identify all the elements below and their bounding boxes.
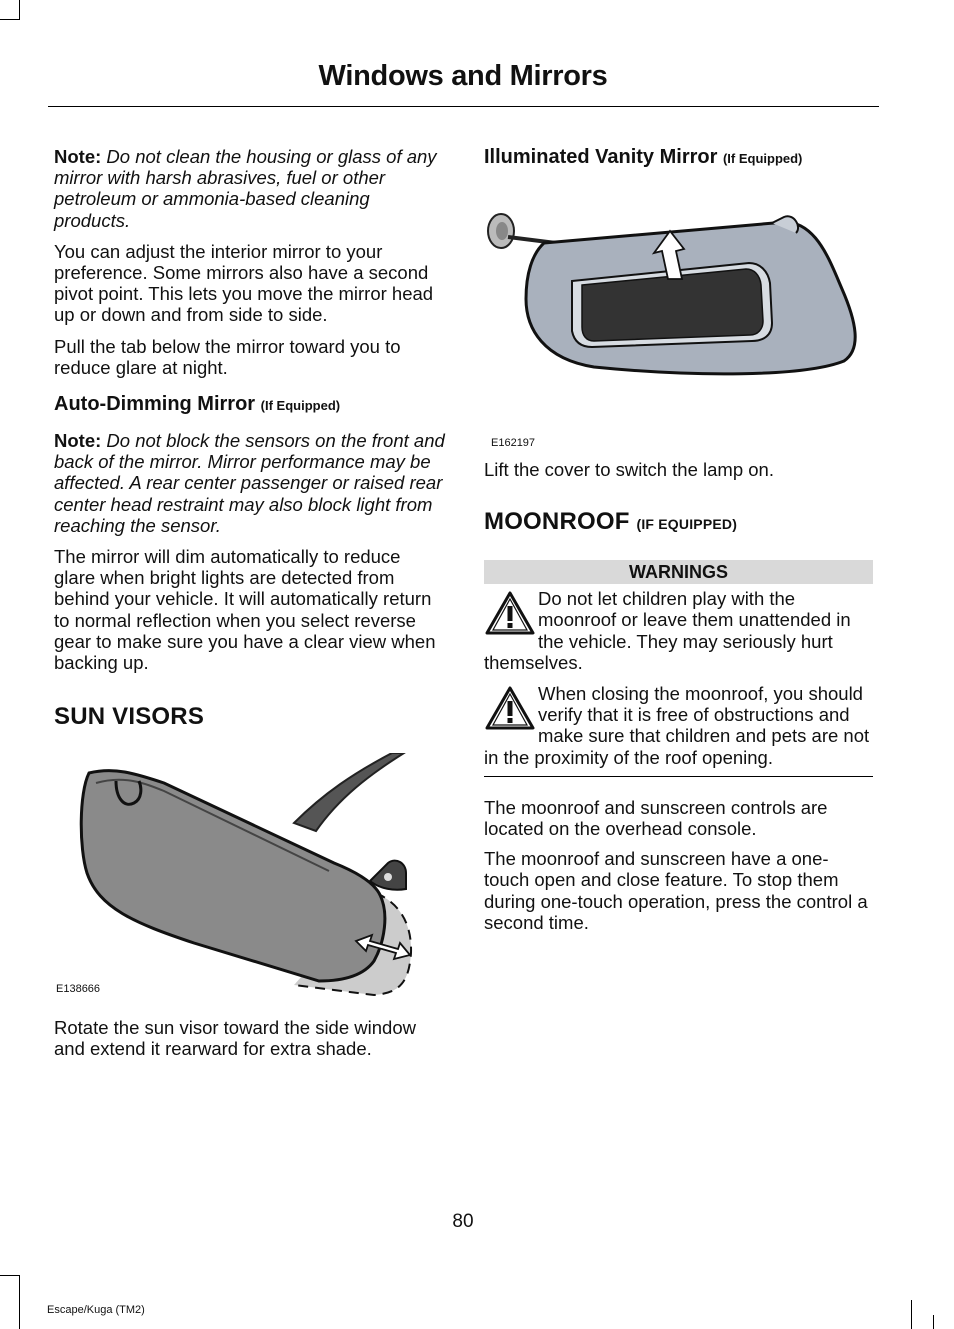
document-id: Escape/Kuga (TM2) [47,1304,145,1316]
crop-mark [933,1315,934,1329]
warning-triangle-icon [484,685,536,731]
moonroof-heading: MOONROOF (IF EQUIPPED) [484,508,738,536]
sun-visor-illustration [54,753,445,999]
page-number: 80 [452,1211,474,1232]
vanity-mirror-illustration [484,209,873,421]
moonroof-one-touch-text: The moonroof and sunscreen have a one-touch open and close feature. To stop them during one-touch operation, press the control a second time. [484,848,868,933]
warnings-banner: WARNINGS [484,560,873,584]
warning-item [484,683,873,768]
vanity-mirror-heading: Illuminated Vanity Mirror (If Equipped) [484,146,803,168]
auto-dimming-heading: Auto-Dimming Mirror (If Equipped) [54,393,341,416]
note-mirror-cleaning: Note: Do not clean the housing or glass of any mirror with harsh abrasives, fuel or other petroleum or ammonia-based cleaning products. [54,146,437,231]
crop-mark [0,1275,20,1276]
crop-mark [19,0,20,20]
warning-triangle-icon [484,590,536,636]
page-title: Windows and Mirrors [318,60,608,92]
crop-mark [911,1300,912,1329]
warning-children-text: Do not let children play with the moonroof or leave them unattended in the vehicle. They may seriously hurt themselves. [484,588,851,673]
auto-dim-description: The mirror will dim automatically to reduce glare when bright lights are detected from behind your vehicle. It will automatically return to normal reflection when you select reverse gear to make sure you have a clear view when backing up. [54,546,436,674]
glare-tab-text: Pull the tab below the mirror toward you to reduce glare at night. [54,335,401,378]
sun-visor-figure [54,753,445,999]
lamp-instructions: Lift the cover to switch the lamp on. [484,459,774,480]
figure-code: E162197 [491,437,536,449]
warning-obstructions-text: When closing the moonroof, you should verify that it is free of obstructions and make sure that children and pets are not in the proximity of the roof opening. [484,683,870,768]
warning-item [484,588,873,673]
left-column [54,146,445,1060]
vanity-mirror-figure [484,209,873,449]
header-divider [48,106,879,107]
figure-code: E138666 [56,983,101,996]
warnings-divider [484,776,873,777]
note-sensor-blocking: Note: Do not block the sensors on the front and back of the mirror. Mirror performance may be affected. A rear center passenger or raised rear center head restraint may also block light from reaching the sensor. [54,430,445,536]
sun-visor-instructions: Rotate the sun visor toward the side window and extend it rearward for extra shade. [54,1017,416,1060]
crop-mark [0,19,20,20]
moonroof-controls-text: The moonroof and sunscreen controls are located on the overhead console. [484,796,828,840]
crop-mark [19,1275,20,1329]
interior-mirror-adjust-text: You can adjust the interior mirror to your preference. Some mirrors also have a second pivot point. This lets you move the mirror head up or down and from side to side. [54,240,434,326]
right-column [484,146,873,933]
sun-visors-heading: SUN VISORS [54,703,205,731]
